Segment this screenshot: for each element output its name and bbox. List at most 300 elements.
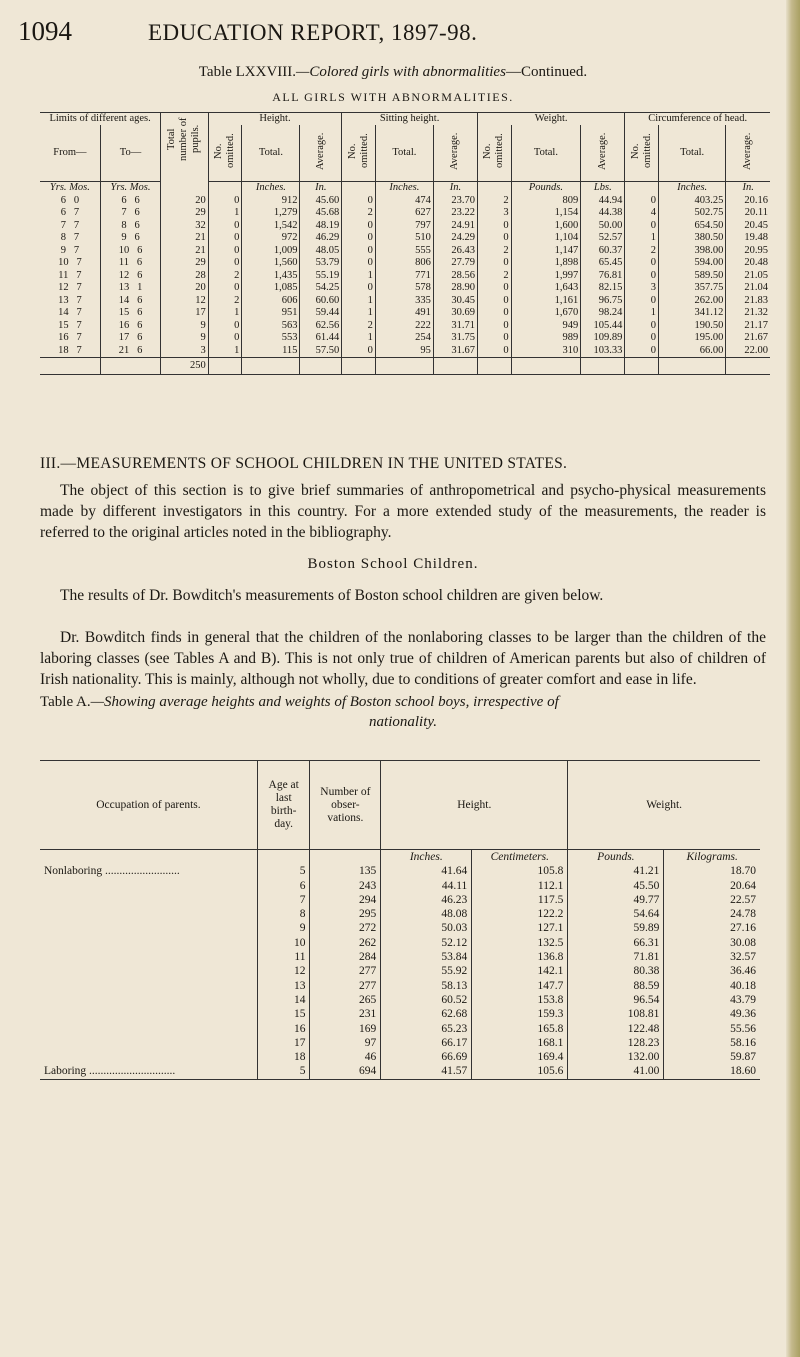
table-cell: 136.8 [472,950,568,964]
table-cell: 31.71 [433,320,477,333]
table-cell [342,358,376,375]
table-cell: 17 [161,307,209,320]
table-cell [477,358,511,375]
table-row [40,979,760,993]
table-row [40,332,770,345]
table-cell: 0 [342,245,376,258]
table-cell: 49.77 [568,893,664,907]
table-cell: 48.08 [381,907,472,921]
table-cell: 15 7 [58,319,82,331]
table-cell: 105.6 [472,1064,568,1079]
table-cell: 1 [342,295,376,308]
table-cell: 3 [625,282,659,295]
table-cell: 277 [310,964,381,978]
table-cell: 403.25 [659,195,726,208]
table-cell: 132.00 [568,1050,664,1064]
table-cell: 1,560 [242,257,300,270]
height-header: Height. [381,761,568,850]
table-cell: 58.13 [381,979,472,993]
table-lxxviii-caption: Table LXXVIII.—Colored girls with abnormalities—Continued. [198,64,588,80]
table-cell: 31.75 [433,332,477,345]
table-cell: 797 [375,220,433,233]
table-cell [40,921,257,935]
table-row [40,936,760,950]
table-cell: 168.1 [472,1036,568,1050]
units-row: Yrs. Mos. Yrs. Mos. Inches. In. Inches. In. Pounds. Lbs. Inches. In. [40,182,770,195]
table-cell: 165.8 [472,1022,568,1036]
table-cell: 36.46 [664,964,760,978]
table-cell: 295 [310,907,381,921]
table-cell: 0 [625,220,659,233]
table-cell: 12 7 [58,282,82,293]
limits-header: Limits of different ages. [40,113,161,126]
paragraph-results: The results of Dr. Bowditch's measurements of Boston school children are given below. [60,587,604,604]
table-cell: 0 [477,332,511,345]
table-cell: 1,085 [242,282,300,295]
table-cell: 12 [257,964,310,978]
table-cell: 0 [208,245,242,258]
table-cell: 21.17 [726,320,770,333]
table-row [40,257,770,270]
table-cell: 2 [342,207,376,220]
table-cell: 109.89 [581,332,625,345]
table-cell: 44.11 [381,879,472,893]
table-cell: 294 [310,893,381,907]
table-cell: 122.48 [568,1022,664,1036]
table-row [40,879,760,893]
table-cell: 1 [208,345,242,358]
table-cell: 510 [375,232,433,245]
table-cell: 76.81 [581,270,625,283]
table-cell: 7 [257,893,310,907]
table-cell: 277 [310,979,381,993]
table-cell: 809 [511,195,581,208]
table-cell: 7 7 [60,219,80,231]
table-cell: 491 [375,307,433,320]
table-cell: 12 6 [100,270,160,283]
total-pupils-header: Total number of pupils. [161,113,209,182]
table-cell: 310 [511,345,581,358]
table-cell: 53.79 [300,257,342,270]
table-cell: 1 [342,270,376,283]
table-cell [511,358,581,375]
table-cell: 8 7 [60,232,80,243]
table-cell: 5 [257,864,310,878]
table-cell: 13 1 [100,282,160,295]
table-cell: 1,161 [511,295,581,308]
table-cell: 1,147 [511,245,581,258]
table-cell: 62.56 [300,320,342,333]
table-cell: 606 [242,295,300,308]
table-cell: 17 6 [100,332,160,345]
table-cell: 142.1 [472,964,568,978]
table-cell [40,993,257,1007]
table-cell: 30.69 [433,307,477,320]
weight-header: Weight. [477,113,624,126]
table-cell: 96.75 [581,295,625,308]
table-cell: 62.68 [381,1007,472,1021]
table-row [40,921,760,935]
table-cell: 53.84 [381,950,472,964]
table-cell: 65.23 [381,1022,472,1036]
table-cell: 6 [257,879,310,893]
table-cell: 32 [161,220,209,233]
table-cell: 0 [208,220,242,233]
table-row [40,295,770,308]
table-cell: 14 [257,993,310,1007]
table-a-body [40,850,760,1080]
table-cell: 20 [161,282,209,295]
table-cell: 61.44 [300,332,342,345]
table-cell: 96.54 [568,993,664,1007]
table-cell: 128.23 [568,1036,664,1050]
table-cell: 6 7 [60,207,80,218]
table-cell: 58.16 [664,1036,760,1050]
table-cell: 262 [310,936,381,950]
table-cell: 272 [310,921,381,935]
table-cell: 16 7 [58,332,82,343]
table-cell: 553 [242,332,300,345]
table-cell [433,358,477,375]
table-cell: 98.24 [581,307,625,320]
table-cell: 23.70 [433,195,477,208]
table-cell: 2 [208,270,242,283]
table-row [40,1036,760,1050]
table-cell: 1 [342,332,376,345]
circ-omitted-header: No. omitted. [625,125,659,182]
table-cell: 0 [625,257,659,270]
paragraph-findings: Dr. Bowditch finds in general that the children of the nonlaboring classes to be larger than the children of the laboring classes (see Tables A and B). This is not only true of children of American parents but also of children of Irish nationality. This is mainly, although not wholly, due to conditions of greater comfort and ease in life. [40,629,766,688]
table-cell: 105.44 [581,320,625,333]
table-cell: 243 [310,879,381,893]
from-header: From— [40,125,100,182]
table-cell: 806 [375,257,433,270]
table-cell: 0 [625,295,659,308]
observations-header: Number of obser-vations. [310,761,381,850]
page-number: 1094 [18,16,72,46]
table-cell: 20 [161,195,209,208]
table-cell: 771 [375,270,433,283]
table-cell: 1 [625,307,659,320]
circ-average-header: Average. [726,125,770,182]
table-cell: 18.60 [664,1064,760,1079]
table-cell: 9 [161,332,209,345]
table-cell: 11 7 [58,269,82,281]
table-row [40,195,770,208]
table-cell: 1,104 [511,232,581,245]
table-cell: 1 [342,307,376,320]
table-cell: 1,670 [511,307,581,320]
sitting-height-header: Sitting height. [342,113,478,126]
table-cell [40,1050,257,1064]
table-cell: 103.33 [581,345,625,358]
weight-header: Weight. [568,761,760,850]
table-cell: 380.50 [659,232,726,245]
table-cell: 254 [375,332,433,345]
table-cell: 0 [477,345,511,358]
table-cell: 654.50 [659,220,726,233]
table-cell: 1 [625,232,659,245]
table-cell: 59.89 [568,921,664,935]
table-cell: 578 [375,282,433,295]
table-cell: 0 [208,282,242,295]
table-cell: 24.91 [433,220,477,233]
table-cell: 122.2 [472,907,568,921]
table-cell: 48.05 [300,245,342,258]
table-cell: 502.75 [659,207,726,220]
table-cell [726,358,770,375]
table-row [40,245,770,258]
table-row [40,220,770,233]
table-cell: 45.60 [300,195,342,208]
table-lxxviii-body [40,182,770,375]
units-row: Inches. Centimeters. Pounds. Kilograms. [40,850,760,865]
table-cell: 589.50 [659,270,726,283]
table-cell: 694 [310,1064,381,1079]
table-cell: 1,898 [511,257,581,270]
table-cell: 0 [477,282,511,295]
table-cell: 0 [342,257,376,270]
table-cell: 21.05 [726,270,770,283]
table-cell: 66.00 [659,345,726,358]
table-row [40,1050,760,1064]
table-cell: 66.31 [568,936,664,950]
table-cell: 972 [242,232,300,245]
table-cell: 284 [310,950,381,964]
table-cell [40,907,257,921]
table-cell: 20.11 [726,207,770,220]
table-cell: 1,600 [511,220,581,233]
table-cell: 2 [208,295,242,308]
table-cell: 66.69 [381,1050,472,1064]
table-cell: 21.67 [726,332,770,345]
table-cell: 10 6 [100,245,160,258]
table-cell: 16 [257,1022,310,1036]
weight-average-header: Average. [581,125,625,182]
sitting-total-header: Total. [375,125,433,182]
table-row [40,270,770,283]
table-cell: 231 [310,1007,381,1021]
table-row [40,320,770,333]
table-cell [40,936,257,950]
table-cell: 41.21 [568,864,664,878]
table-cell: 108.81 [568,1007,664,1021]
table-cell: 23.22 [433,207,477,220]
table-cell: 2 [477,270,511,283]
table-cell: 52.12 [381,936,472,950]
table-cell: 50.00 [581,220,625,233]
table-cell: 2 [625,245,659,258]
table-cell: 6 0 [60,194,80,206]
table-cell: 132.5 [472,936,568,950]
table-cell: 2 [477,245,511,258]
table-cell [40,358,100,375]
table-cell: 26.43 [433,245,477,258]
table-cell: 127.1 [472,921,568,935]
table-cell: 0 [625,270,659,283]
table-cell: 31.67 [433,345,477,358]
table-cell: 20.95 [726,245,770,258]
table-cell: 0 [208,320,242,333]
table-cell: 20.48 [726,257,770,270]
table-cell: 0 [208,232,242,245]
table-cell [40,979,257,993]
table-cell: 195.00 [659,332,726,345]
table-lxxviii-subtitle: ALL GIRLS WITH ABNORMALITIES. [272,90,514,104]
table-cell: 88.59 [568,979,664,993]
table-cell: 22.00 [726,345,770,358]
group-laboring: Laboring .............................. [40,1064,257,1079]
table-cell: 15 [257,1007,310,1021]
table-cell: 912 [242,195,300,208]
table-cell: 15 6 [100,307,160,320]
total-row [40,358,770,375]
table-cell: 46.29 [300,232,342,245]
table-cell: 14 6 [100,295,160,308]
table-cell: 28 [161,270,209,283]
table-cell: 1 [208,307,242,320]
table-cell: 60.60 [300,295,342,308]
table-cell: 6 6 [100,195,160,208]
table-cell: 41.00 [568,1064,664,1079]
table-cell: 0 [625,345,659,358]
table-cell: 32.57 [664,950,760,964]
table-cell: 135 [310,864,381,878]
table-cell: 52.57 [581,232,625,245]
table-cell: 48.19 [300,220,342,233]
table-row [40,307,770,320]
table-cell: 21.04 [726,282,770,295]
table-cell: 989 [511,332,581,345]
sitting-average-header: Average. [433,125,477,182]
table-cell: 24.78 [664,907,760,921]
weight-omitted-header: No. omitted. [477,125,511,182]
table-cell: 45.50 [568,879,664,893]
table-row [40,907,760,921]
table-cell: 555 [375,245,433,258]
table-cell: 54.25 [300,282,342,295]
table-cell: 20.16 [726,195,770,208]
circ-total-header: Total. [659,125,726,182]
table-cell: 147.7 [472,979,568,993]
table-cell: 0 [477,320,511,333]
table-cell: 563 [242,320,300,333]
sitting-omitted-header: No. omitted. [342,125,376,182]
table-cell [659,358,726,375]
table-cell [242,358,300,375]
boston-subheading: Boston School Children. [307,556,479,572]
table-cell: 0 [342,232,376,245]
total-pupils-cell: 250 [161,358,209,375]
table-cell: 20.64 [664,879,760,893]
table-cell: 0 [342,345,376,358]
table-cell: 0 [625,195,659,208]
table-cell: 57.50 [300,345,342,358]
table-cell: 20.45 [726,220,770,233]
table-cell: 115 [242,345,300,358]
table-cell: 71.81 [568,950,664,964]
table-row [40,207,770,220]
table-cell: 60.52 [381,993,472,1007]
age-header: Age at last birth-day. [257,761,310,850]
table-cell: 40.18 [664,979,760,993]
table-cell: 1 [208,207,242,220]
table-row [40,893,760,907]
table-lxxviii [40,112,770,375]
table-cell: 169 [310,1022,381,1036]
table-cell: 117.5 [472,893,568,907]
table-cell: 11 [257,950,310,964]
table-a [40,760,760,1080]
table-cell: 54.64 [568,907,664,921]
table-cell [40,950,257,964]
table-cell: 3 [161,345,209,358]
table-cell: 44.38 [581,207,625,220]
section-heading: III.—MEASUREMENTS OF SCHOOL CHILDREN IN THE UNITED STATES. [40,455,568,472]
table-cell: 0 [342,282,376,295]
table-cell: 17 [257,1036,310,1050]
table-cell: 0 [477,220,511,233]
table-cell [208,358,242,375]
table-cell: 9 [161,320,209,333]
table-cell: 65.45 [581,257,625,270]
table-cell: 9 [257,921,310,935]
table-cell: 44.94 [581,195,625,208]
table-cell: 46.23 [381,893,472,907]
laboring-row [40,1064,760,1079]
table-cell: 341.12 [659,307,726,320]
table-cell: 0 [208,332,242,345]
table-cell: 8 [257,907,310,921]
running-head: EDUCATION REPORT, 1897-98. [148,20,478,45]
occupation-header: Occupation of parents. [40,761,257,850]
table-cell: 1,279 [242,207,300,220]
table-cell: 357.75 [659,282,726,295]
table-cell: 9 6 [100,232,160,245]
table-cell: 55.19 [300,270,342,283]
table-cell: 153.8 [472,993,568,1007]
table-cell [100,358,160,375]
table-cell: 55.56 [664,1022,760,1036]
table-cell: 5 [257,1064,310,1079]
table-cell: 43.79 [664,993,760,1007]
table-cell: 1,154 [511,207,581,220]
weight-total-header: Total. [511,125,581,182]
table-cell: 18 [257,1050,310,1064]
table-cell: 949 [511,320,581,333]
table-cell: 1,435 [242,270,300,283]
table-cell [40,964,257,978]
table-cell: 30.45 [433,295,477,308]
table-cell: 112.1 [472,879,568,893]
table-row [40,1007,760,1021]
table-row [40,993,760,1007]
table-cell: 29 [161,257,209,270]
circumference-header: Circumference of head. [625,113,770,126]
table-cell: 66.17 [381,1036,472,1050]
table-cell [375,358,433,375]
table-cell: 45.68 [300,207,342,220]
table-cell: 21.32 [726,307,770,320]
table-cell: 14 7 [58,307,82,318]
height-header: Height. [208,113,341,126]
table-cell: 59.87 [664,1050,760,1064]
table-cell [40,1007,257,1021]
table-cell: 0 [342,220,376,233]
table-cell: 1,009 [242,245,300,258]
table-cell: 21 6 [100,345,160,358]
table-row [40,964,760,978]
